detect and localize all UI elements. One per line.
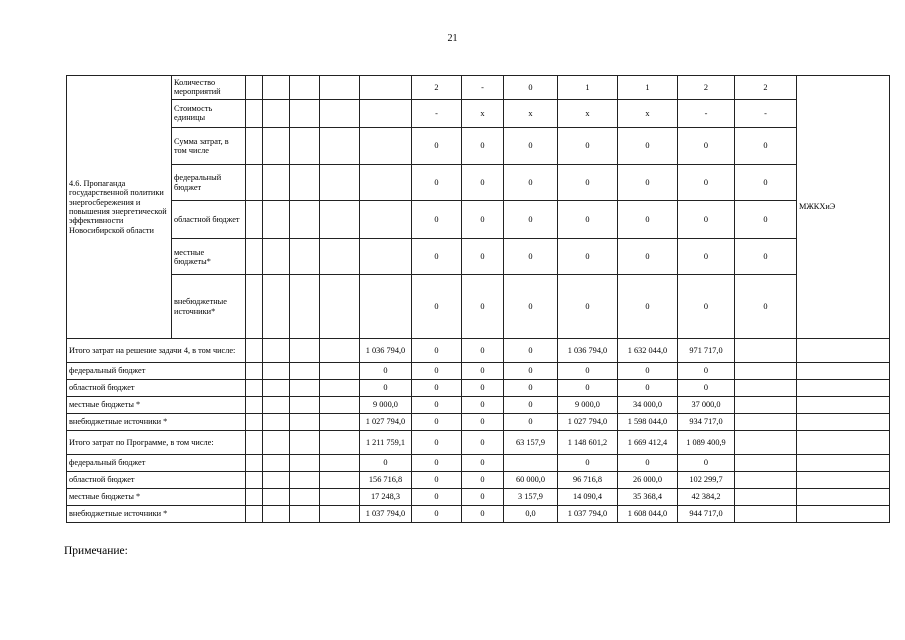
value-cell: 17 248,3 <box>360 488 412 505</box>
task-empty-cell <box>290 99 320 127</box>
summary-empty-cell <box>290 379 320 396</box>
summary-empty-cell <box>797 379 890 396</box>
summary-empty-cell <box>246 430 263 454</box>
value-cell: 0 <box>462 505 504 522</box>
value-cell: 0 <box>678 239 735 275</box>
summary-empty-cell <box>263 396 290 413</box>
summary-empty-cell <box>246 471 263 488</box>
task-empty-cell <box>263 127 290 164</box>
summary-empty-cell <box>735 454 797 471</box>
task-empty-cell <box>320 165 360 201</box>
summary-empty-cell <box>735 413 797 430</box>
value-cell: 37 000,0 <box>678 396 735 413</box>
value-cell: 0 <box>618 275 678 338</box>
summary-empty-cell <box>320 338 360 362</box>
summary-row <box>67 379 890 396</box>
total-value <box>360 99 412 127</box>
value-cell: 0 <box>412 338 462 362</box>
summary-empty-cell <box>263 505 290 522</box>
summary-empty-cell <box>290 471 320 488</box>
summary-empty-cell <box>320 379 360 396</box>
value-cell: 0 <box>462 413 504 430</box>
summary-label: областной бюджет <box>67 471 246 488</box>
value-cell: 934 717,0 <box>678 413 735 430</box>
value-cell: 0 <box>618 362 678 379</box>
summary-label: областной бюджет <box>67 379 246 396</box>
summary-empty-cell <box>735 362 797 379</box>
summary-empty-cell <box>320 454 360 471</box>
summary-empty-cell <box>246 362 263 379</box>
value-cell: 9 000,0 <box>558 396 618 413</box>
summary-empty-cell <box>263 362 290 379</box>
value-cell: 0 <box>412 430 462 454</box>
summary-row <box>67 471 890 488</box>
task-empty-cell <box>263 99 290 127</box>
value-cell: 0 <box>412 413 462 430</box>
summary-empty-cell <box>320 396 360 413</box>
task-empty-cell <box>263 165 290 201</box>
summary-empty-cell <box>290 362 320 379</box>
value-cell: 0 <box>462 471 504 488</box>
total-value <box>360 76 412 100</box>
value-cell: 0 <box>412 379 462 396</box>
program-table <box>66 75 890 523</box>
value-cell: 0 <box>504 76 558 100</box>
value-cell: 1 608 044,0 <box>618 505 678 522</box>
value-cell: 1 148 601,2 <box>558 430 618 454</box>
value-cell: 0 <box>360 454 412 471</box>
value-cell: 0 <box>678 454 735 471</box>
value-cell: 26 000,0 <box>618 471 678 488</box>
value-cell: 0 <box>618 379 678 396</box>
summary-empty-cell <box>735 471 797 488</box>
value-cell: 1 036 794,0 <box>360 338 412 362</box>
task-row <box>67 99 890 127</box>
value-cell: 0 <box>678 275 735 338</box>
summary-label: местные бюджеты * <box>67 396 246 413</box>
value-cell: 1 037 794,0 <box>360 505 412 522</box>
summary-empty-cell <box>263 454 290 471</box>
value-cell: 0 <box>558 239 618 275</box>
value-cell: 0 <box>504 201 558 239</box>
task-empty-cell <box>246 127 263 164</box>
value-cell: 0 <box>412 471 462 488</box>
value-cell: 1 089 400,9 <box>678 430 735 454</box>
summary-empty-cell <box>263 338 290 362</box>
summary-empty-cell <box>290 454 320 471</box>
task-empty-cell <box>246 165 263 201</box>
task-empty-cell <box>263 76 290 100</box>
task-empty-cell <box>320 239 360 275</box>
value-cell: - <box>735 99 797 127</box>
value-cell: 1 598 044,0 <box>618 413 678 430</box>
value-cell: 0 <box>462 488 504 505</box>
page-number: 21 <box>447 33 458 44</box>
summary-empty-cell <box>246 413 263 430</box>
task-empty-cell <box>320 99 360 127</box>
summary-empty-cell <box>797 362 890 379</box>
task-empty-cell <box>263 275 290 338</box>
task-row <box>67 239 890 275</box>
task-empty-cell <box>290 201 320 239</box>
summary-empty-cell <box>797 430 890 454</box>
value-cell: 0 <box>462 379 504 396</box>
value-cell: 0 <box>360 379 412 396</box>
value-cell: 0 <box>618 127 678 164</box>
value-cell: 0 <box>735 127 797 164</box>
summary-empty-cell <box>246 454 263 471</box>
indicator-label: областной бюджет <box>172 201 246 239</box>
summary-empty-cell <box>290 488 320 505</box>
value-cell: - <box>412 99 462 127</box>
summary-empty-cell <box>290 396 320 413</box>
value-cell: 0 <box>558 454 618 471</box>
value-cell: 0 <box>412 505 462 522</box>
value-cell: 0 <box>504 127 558 164</box>
summary-empty-cell <box>246 396 263 413</box>
executor-cell: МЖКХиЭ <box>797 76 890 339</box>
value-cell: 0 <box>558 362 618 379</box>
value-cell: х <box>504 99 558 127</box>
summary-empty-cell <box>320 413 360 430</box>
summary-empty-cell <box>290 413 320 430</box>
summary-empty-cell <box>320 505 360 522</box>
value-cell: 0,0 <box>504 505 558 522</box>
task-empty-cell <box>290 239 320 275</box>
task-empty-cell <box>320 76 360 100</box>
value-cell: 35 368,4 <box>618 488 678 505</box>
summary-empty-cell <box>320 488 360 505</box>
value-cell: 0 <box>618 454 678 471</box>
value-cell: 0 <box>504 165 558 201</box>
total-value <box>360 165 412 201</box>
value-cell: 0 <box>678 379 735 396</box>
summary-row <box>67 488 890 505</box>
task-empty-cell <box>290 275 320 338</box>
summary-empty-cell <box>290 338 320 362</box>
summary-empty-cell <box>735 396 797 413</box>
indicator-label: Сумма затрат, в том числе <box>172 127 246 164</box>
value-cell: 0 <box>504 338 558 362</box>
task-empty-cell <box>290 127 320 164</box>
value-cell: 0 <box>412 488 462 505</box>
value-cell: 0 <box>558 127 618 164</box>
value-cell: 0 <box>462 165 504 201</box>
summary-empty-cell <box>320 430 360 454</box>
value-cell: х <box>558 99 618 127</box>
value-cell: 0 <box>412 165 462 201</box>
value-cell: 0 <box>462 239 504 275</box>
value-cell: 0 <box>462 454 504 471</box>
summary-empty-cell <box>797 454 890 471</box>
value-cell: 1 669 412,4 <box>618 430 678 454</box>
value-cell: 0 <box>735 201 797 239</box>
summary-empty-cell <box>263 379 290 396</box>
value-cell: 0 <box>360 362 412 379</box>
value-cell: 0 <box>504 275 558 338</box>
value-cell: 971 717,0 <box>678 338 735 362</box>
value-cell: 0 <box>678 127 735 164</box>
summary-empty-cell <box>735 379 797 396</box>
value-cell: 0 <box>618 165 678 201</box>
summary-empty-cell <box>735 505 797 522</box>
value-cell: 0 <box>504 362 558 379</box>
value-cell: 0 <box>412 454 462 471</box>
value-cell: 0 <box>678 165 735 201</box>
task-empty-cell <box>246 99 263 127</box>
value-cell: 34 000,0 <box>618 396 678 413</box>
value-cell: 0 <box>558 165 618 201</box>
value-cell: 0 <box>618 239 678 275</box>
summary-empty-cell <box>290 505 320 522</box>
value-cell: 0 <box>412 362 462 379</box>
value-cell: 2 <box>735 76 797 100</box>
value-cell: 1 037 794,0 <box>558 505 618 522</box>
value-cell: х <box>462 99 504 127</box>
value-cell: 1 036 794,0 <box>558 338 618 362</box>
value-cell: 60 000,0 <box>504 471 558 488</box>
indicator-label: местные бюджеты* <box>172 239 246 275</box>
task-empty-cell <box>290 76 320 100</box>
task-empty-cell <box>263 201 290 239</box>
total-value <box>360 127 412 164</box>
summary-empty-cell <box>797 505 890 522</box>
task-name: 4.6. Пропаганда государственной политики энергосбережения и повышения энергетической эффективности Новосибирской области <box>67 76 172 339</box>
summary-label: местные бюджеты * <box>67 488 246 505</box>
summary-empty-cell <box>735 430 797 454</box>
value-cell: 0 <box>504 413 558 430</box>
summary-empty-cell <box>263 488 290 505</box>
task-empty-cell <box>246 201 263 239</box>
value-cell: 0 <box>462 362 504 379</box>
value-cell: 1 211 759,1 <box>360 430 412 454</box>
task-empty-cell <box>246 239 263 275</box>
summary-label: федеральный бюджет <box>67 454 246 471</box>
value-cell: 156 716,8 <box>360 471 412 488</box>
value-cell: 944 717,0 <box>678 505 735 522</box>
indicator-label: Стоимость единицы <box>172 99 246 127</box>
value-cell: - <box>462 76 504 100</box>
task-empty-cell <box>263 239 290 275</box>
value-cell: 0 <box>412 127 462 164</box>
summary-empty-cell <box>320 362 360 379</box>
value-cell: 0 <box>412 239 462 275</box>
value-cell: 0 <box>412 275 462 338</box>
total-value <box>360 239 412 275</box>
value-cell: 0 <box>735 275 797 338</box>
task-empty-cell <box>320 201 360 239</box>
value-cell: 0 <box>504 379 558 396</box>
summary-empty-cell <box>797 396 890 413</box>
summary-label: внебюджетные источники * <box>67 413 246 430</box>
value-cell: 0 <box>504 239 558 275</box>
total-value <box>360 201 412 239</box>
summary-empty-cell <box>320 471 360 488</box>
value-cell: 3 157,9 <box>504 488 558 505</box>
summary-row <box>67 338 890 362</box>
value-cell: 0 <box>462 127 504 164</box>
summary-empty-cell <box>246 379 263 396</box>
summary-row <box>67 396 890 413</box>
value-cell: 0 <box>412 201 462 239</box>
summary-empty-cell <box>263 413 290 430</box>
value-cell: 0 <box>735 239 797 275</box>
value-cell <box>504 454 558 471</box>
value-cell: 0 <box>412 396 462 413</box>
task-empty-cell <box>290 165 320 201</box>
indicator-label: Количество мероприятий <box>172 76 246 100</box>
value-cell: 0 <box>618 201 678 239</box>
task-row <box>67 76 890 100</box>
summary-empty-cell <box>735 338 797 362</box>
summary-empty-cell <box>263 430 290 454</box>
summary-empty-cell <box>246 505 263 522</box>
value-cell: 63 157,9 <box>504 430 558 454</box>
value-cell: 14 090,4 <box>558 488 618 505</box>
value-cell: 2 <box>412 76 462 100</box>
value-cell: 42 384,2 <box>678 488 735 505</box>
summary-empty-cell <box>290 430 320 454</box>
task-empty-cell <box>246 76 263 100</box>
task-row <box>67 201 890 239</box>
value-cell: 0 <box>462 201 504 239</box>
value-cell: 0 <box>462 430 504 454</box>
value-cell: 0 <box>558 201 618 239</box>
task-row <box>67 127 890 164</box>
value-cell: х <box>618 99 678 127</box>
value-cell: 1 <box>558 76 618 100</box>
value-cell: 0 <box>678 362 735 379</box>
note-heading: Примечание: <box>64 545 128 557</box>
task-row <box>67 165 890 201</box>
task-row <box>67 275 890 338</box>
value-cell: 0 <box>462 338 504 362</box>
value-cell: 0 <box>558 275 618 338</box>
summary-row <box>67 430 890 454</box>
value-cell: 1 027 794,0 <box>360 413 412 430</box>
value-cell: 9 000,0 <box>360 396 412 413</box>
value-cell: 0 <box>558 379 618 396</box>
value-cell: 0 <box>678 201 735 239</box>
summary-empty-cell <box>797 471 890 488</box>
summary-empty-cell <box>797 338 890 362</box>
summary-label: внебюджетные источники * <box>67 505 246 522</box>
task-empty-cell <box>320 127 360 164</box>
indicator-label: внебюджетные источники* <box>172 275 246 338</box>
value-cell: 102 299,7 <box>678 471 735 488</box>
summary-row <box>67 454 890 471</box>
task-empty-cell <box>246 275 263 338</box>
value-cell: 0 <box>462 275 504 338</box>
summary-empty-cell <box>797 488 890 505</box>
summary-label: Итого затрат на решение задачи 4, в том числе: <box>67 338 246 362</box>
summary-empty-cell <box>263 471 290 488</box>
value-cell: 1 <box>618 76 678 100</box>
total-value <box>360 275 412 338</box>
summary-empty-cell <box>246 338 263 362</box>
task-empty-cell <box>320 275 360 338</box>
value-cell: 0 <box>504 396 558 413</box>
value-cell: 1 632 044,0 <box>618 338 678 362</box>
value-cell: 0 <box>462 396 504 413</box>
value-cell: 1 027 794,0 <box>558 413 618 430</box>
summary-label: Итого затрат по Программе, в том числе: <box>67 430 246 454</box>
summary-label: федеральный бюджет <box>67 362 246 379</box>
value-cell: 0 <box>735 165 797 201</box>
summary-row <box>67 362 890 379</box>
summary-empty-cell <box>246 488 263 505</box>
summary-empty-cell <box>797 413 890 430</box>
indicator-label: федеральный бюджет <box>172 165 246 201</box>
summary-row <box>67 413 890 430</box>
summary-row <box>67 505 890 522</box>
summary-empty-cell <box>735 488 797 505</box>
value-cell: - <box>678 99 735 127</box>
value-cell: 96 716,8 <box>558 471 618 488</box>
value-cell: 2 <box>678 76 735 100</box>
